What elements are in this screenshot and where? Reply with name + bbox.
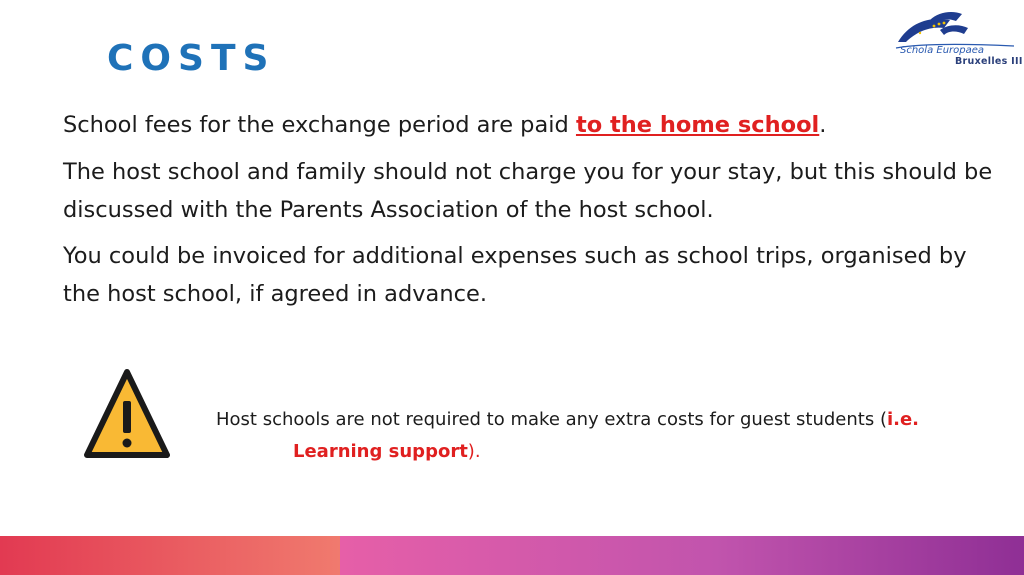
paragraph-additional-expenses: You could be invoiced for additional expenses such as school trips, organised by the host school, if agreed in advance. — [63, 243, 967, 307]
logo-subtitle: Bruxelles III — [955, 56, 1023, 67]
paragraph-fees — [63, 106, 998, 144]
learning-support-emphasis: Learning support — [293, 441, 468, 462]
schola-europaea-logo-icon — [890, 8, 1018, 56]
footer-color-bar — [0, 536, 1024, 575]
footer-bar-left — [0, 536, 340, 575]
logo-script-text: Schola Europaea — [900, 45, 985, 56]
paragraph-fees-text: School fees for the exchange period are paid — [63, 112, 576, 138]
ie-emphasis: i.e. — [886, 409, 920, 430]
footer-bar-right — [340, 536, 1024, 575]
home-school-emphasis: to the home school — [575, 112, 820, 138]
warning-note-text: Host schools are not required to make any extra costs for guest students ( — [216, 409, 887, 430]
warning-note-end: ). — [467, 441, 481, 462]
paragraph-fees-end: . — [819, 112, 827, 138]
paragraph-host-charges: The host school and family should not charge you for your stay, but this should be discussed with the Parents Association of the host school. — [63, 159, 993, 223]
warning-note — [216, 404, 1006, 468]
warning-note-line2 — [216, 436, 1006, 468]
page-title: COSTS — [107, 38, 276, 79]
warning-triangle-icon — [83, 367, 171, 461]
